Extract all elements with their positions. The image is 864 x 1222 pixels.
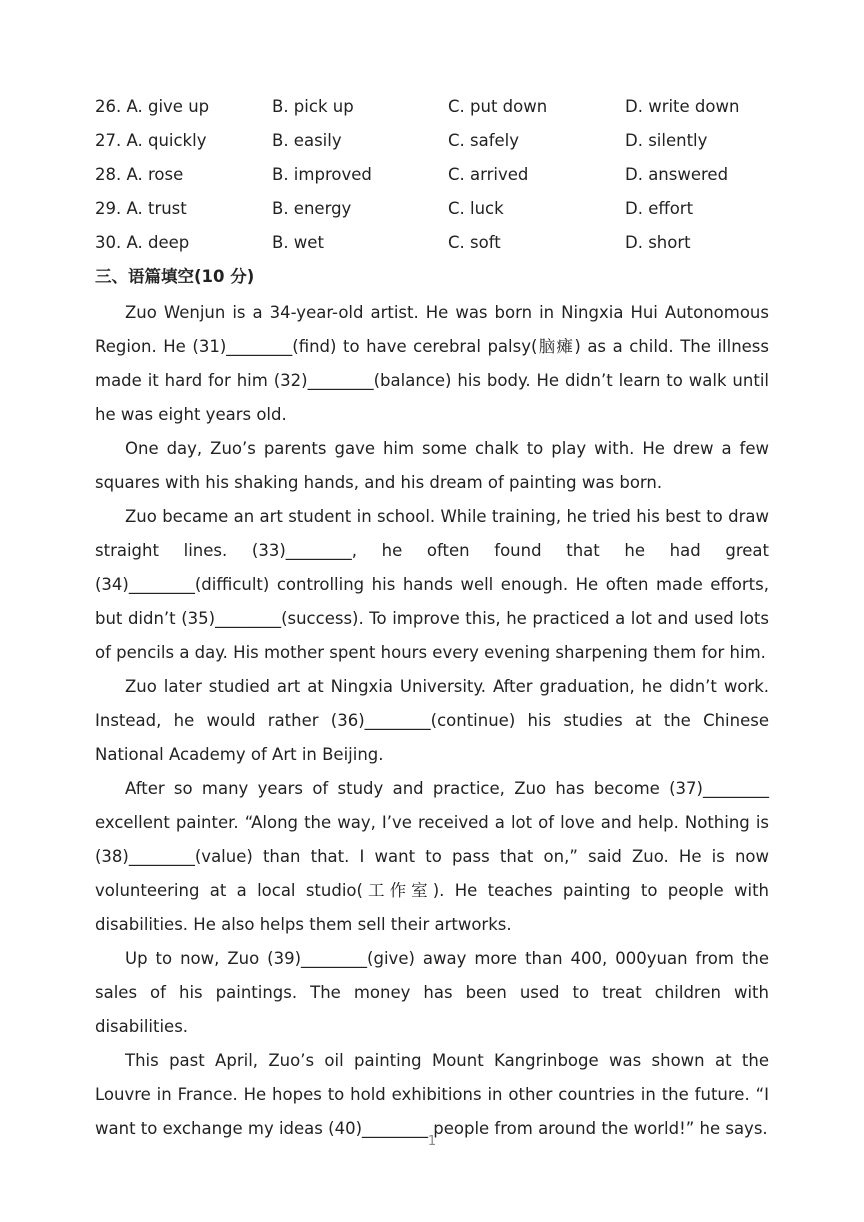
option-a: 30. A. deep (95, 233, 190, 252)
option-a: 29. A. trust (95, 199, 187, 218)
option-row-30 (95, 230, 775, 264)
option-row-28 (95, 162, 775, 196)
answer-options (95, 94, 775, 264)
option-b: B. wet (272, 233, 324, 252)
passage-paragraph: This past April, Zuo’s oil painting Mount Kangrinboge was shown at the Louvre in France. He hopes to hold exhibitions in other countries in the future. “I want to exchange my ideas (40)________ people from around the world!” he says. (95, 1051, 769, 1138)
option-c: C. arrived (448, 165, 529, 184)
option-c: C. soft (448, 233, 501, 252)
option-row-26 (95, 94, 775, 128)
option-b: B. energy (272, 199, 352, 218)
passage (95, 296, 769, 1146)
option-d: D. write down (625, 97, 740, 116)
option-a: 27. A. quickly (95, 131, 207, 150)
passage-paragraph: One day, Zuo’s parents gave him some chalk to play with. He drew a few squares with his shaking hands, and his dream of painting was born. (95, 439, 769, 492)
passage-paragraph: Up to now, Zuo (39)________(give) away more than 400, 000yuan from the sales of his paintings. The money has been used to treat children with disabilities. (95, 949, 769, 1036)
passage-paragraph: Zuo Wenjun is a 34-year-old artist. He was born in Ningxia Hui Autonomous Region. He (31)________(find) to have cerebral palsy(脑瘫) as a child. The illness made it hard for him (32)________(balance) his body. He didn’t learn to walk until he was eight years old. (95, 303, 769, 424)
passage-paragraph: Zuo later studied art at Ningxia University. After graduation, he didn’t work. Instead, he would rather (36)________(continue) his studies at the Chinese National Academy of Art in Beijing. (95, 677, 769, 764)
option-d: D. silently (625, 131, 708, 150)
option-a: 28. A. rose (95, 165, 184, 184)
option-c: C. put down (448, 97, 548, 116)
section-heading: 三、语篇填空(10 分) (95, 267, 255, 286)
option-c: C. safely (448, 131, 520, 150)
option-a: 26. A. give up (95, 97, 210, 116)
option-b: B. easily (272, 131, 342, 150)
option-d: D. effort (625, 199, 694, 218)
option-row-29 (95, 196, 775, 230)
option-b: B. pick up (272, 97, 354, 116)
option-d: D. short (625, 233, 691, 252)
option-b: B. improved (272, 165, 372, 184)
option-c: C. luck (448, 199, 504, 218)
option-row-27 (95, 128, 775, 162)
option-d: D. answered (625, 165, 729, 184)
page-number: 1 (427, 1134, 437, 1149)
passage-paragraph: Zuo became an art student in school. While training, he tried his best to draw straight lines. (33)________, he often found that he had great (34)________(difficult) controlling his hands well enough. He often made efforts, but didn’t (35)________(success). To improve this, he practiced a lot and used lots of pencils a day. His mother spent hours every evening sharpening them for him. (95, 507, 769, 662)
passage-paragraph: After so many years of study and practice, Zuo has become (37)________ excellent painter. “Along the way, I’ve received a lot of love and help. Nothing is (38)________(value) than that. I want to pass that on,” said Zuo. He is now volunteering at a local studio(工作室). He teaches painting to people with disabilities. He also helps them sell their artworks. (95, 779, 769, 934)
